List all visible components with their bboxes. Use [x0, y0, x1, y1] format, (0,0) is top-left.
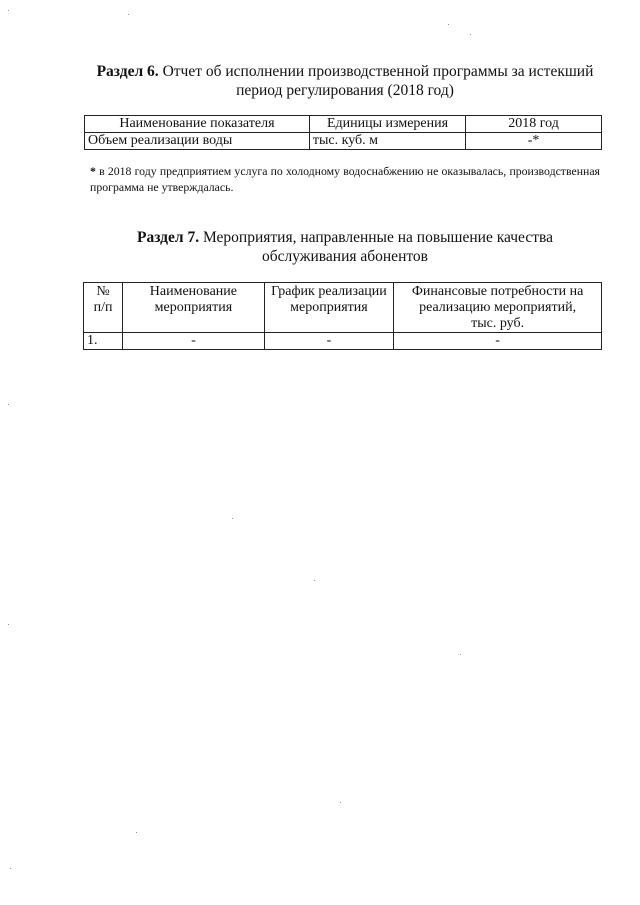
header-finance-line1: Финансовые потребности на — [411, 284, 584, 299]
header-number-line1: № — [96, 284, 110, 299]
cell-value: -* — [466, 133, 602, 150]
header-schedule-line1: График реализации — [271, 284, 387, 299]
section6-title-line2: период регулирования (2018 год) — [236, 82, 454, 99]
cell-schedule: - — [264, 333, 394, 350]
cell-finance: - — [394, 333, 602, 350]
section7-table — [83, 282, 602, 350]
cell-activity-name: - — [123, 333, 265, 350]
table-header-row — [85, 116, 602, 133]
cell-units: тыс. куб. м — [309, 133, 465, 150]
header-indicator-name: Наименование показателя — [85, 116, 310, 133]
section6-title-text: Отчет об исполнении производственной программы за истекший — [158, 63, 594, 80]
section6-title-line1 — [80, 62, 610, 81]
header-finance — [394, 283, 602, 333]
footnote-text: в 2018 году предприятием услуга по холодному водоснабжению не оказывалась, производственная программа не утверждалась. — [90, 164, 600, 194]
scan-speck — [8, 404, 9, 405]
table-row — [84, 333, 602, 350]
scan-speck — [448, 24, 449, 25]
header-year: 2018 год — [466, 116, 602, 133]
scan-speck — [8, 10, 9, 11]
header-units: Единицы измерения — [309, 116, 465, 133]
table-header-row — [84, 283, 602, 333]
scan-speck — [460, 654, 461, 655]
scan-speck — [136, 832, 137, 833]
section6-label: Раздел 6. — [96, 63, 159, 80]
scan-speck — [232, 518, 233, 519]
header-activity-name — [123, 283, 265, 333]
header-activity-name-line1: Наименование — [149, 284, 238, 299]
section7-title-line1 — [80, 228, 610, 247]
section6-footnote — [90, 163, 600, 195]
cell-number: 1. — [84, 333, 123, 350]
scan-speck — [128, 14, 129, 15]
section7-label: Раздел 7. — [137, 229, 200, 246]
section6-table — [84, 115, 602, 150]
header-finance-line2: реализацию мероприятий, — [419, 300, 577, 315]
table-row — [85, 133, 602, 150]
header-schedule — [264, 283, 394, 333]
scan-speck — [10, 868, 11, 869]
cell-indicator-name: Объем реализации воды — [85, 133, 310, 150]
header-schedule-line2: мероприятия — [290, 300, 368, 315]
section7-heading — [80, 228, 610, 266]
header-activity-name-line2: мероприятия — [154, 300, 233, 315]
section7-title-line2: обслуживания абонентов — [261, 248, 428, 265]
scan-speck — [8, 624, 9, 625]
scan-speck — [340, 802, 341, 803]
section6-heading — [80, 62, 610, 100]
header-finance-line3: тыс. руб. — [471, 316, 525, 331]
footnote-asterisk: * — [90, 164, 96, 178]
scan-speck — [314, 580, 315, 581]
header-number — [84, 283, 123, 333]
scan-speck — [470, 34, 471, 35]
header-number-line2: п/п — [93, 300, 113, 315]
section7-title-text: Мероприятия, направленные на повышение качества — [199, 229, 553, 246]
